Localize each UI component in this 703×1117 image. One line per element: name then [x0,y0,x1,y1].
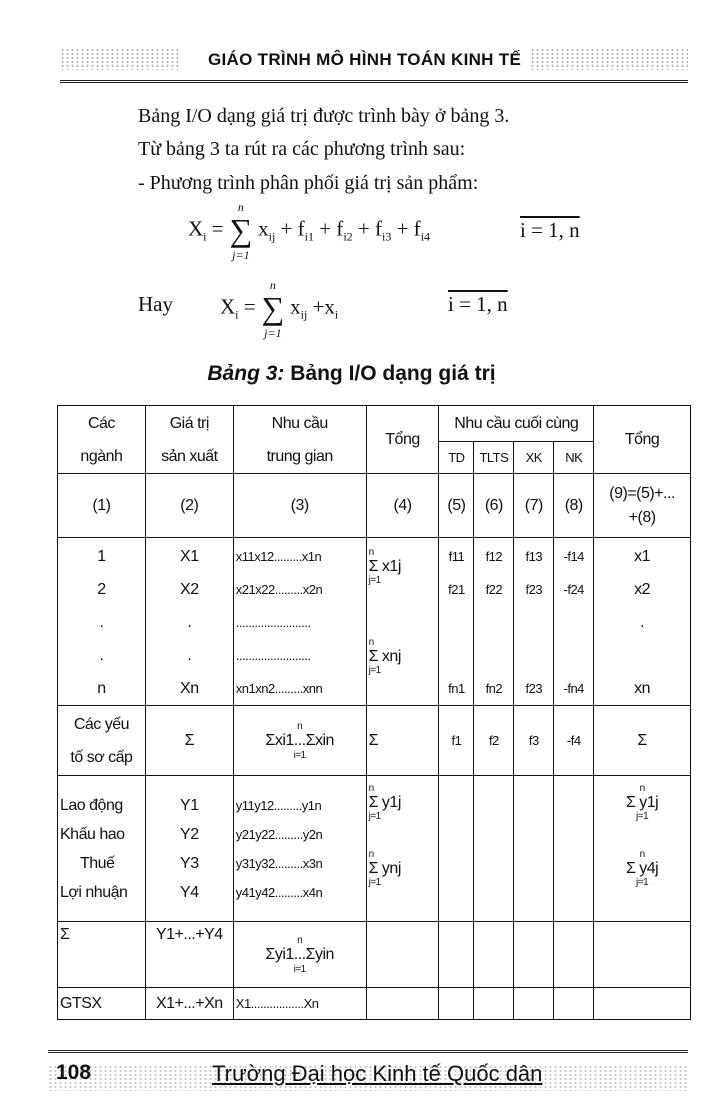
num-5: (5) [439,474,474,538]
header-total: Tổng [366,406,439,474]
sum-empty-6 [474,922,514,988]
num-6: (6) [474,474,514,538]
header-speckle-left [60,48,180,70]
footer-university: Trường Đại học Kinh tế Quốc dân [212,1061,543,1086]
sum-empty-7 [514,922,554,988]
formula2-range: i = 1, n [448,292,508,316]
factor-labels: Lao động Khấu hao Thuế Lợi nhuận [58,776,146,922]
paragraph-3: - Phương trình phân phối giá trị sản phẩm: [138,172,479,194]
header-sector: Các ngành [58,406,146,474]
paragraph-1: Bảng I/O dạng giá trị được trình bày ở bảng 3. [138,105,510,127]
gtsx-output: X1+...+Xn [145,988,233,1020]
page-header [60,40,688,83]
primary-label: Các yếu tố sơ cấp [58,706,146,776]
num-7: (7) [514,474,554,538]
header-output-value: Giá trị sản xuất [145,406,233,474]
gtsx-empty-9 [594,988,691,1020]
formula1-range: i = 1, n [520,218,580,242]
num-8: (8) [554,474,594,538]
sectors-output: X1 X2 . . Xn [145,538,233,706]
page-number: 108 [56,1061,92,1084]
num-3: (3) [233,474,366,538]
sectors-td: f11 f21 fn1 [439,538,474,706]
table-title [0,362,703,386]
sectors-total: n Σ x1j j=1 n Σ xnj j=1 [366,538,439,706]
formula-distribution-short: $X_i$ = n ∑ j=1 $x_{ij} +x_i$ [220,278,339,340]
primary-f1: f1 [439,706,474,776]
primary-f3: f3 [514,706,554,776]
header-total-final: Tổng [594,406,691,474]
header-tlts: TLTS [474,442,514,474]
factor-xk [514,776,554,922]
io-value-table [57,405,691,1020]
num-2: (2) [145,474,233,538]
num-9: (9)=(5)+... +(8) [594,474,691,538]
sum-intermediate: n Σyi1...Σyin i=1 [233,922,366,988]
gtsx-label: GTSX [58,988,146,1020]
factor-tlts [474,776,514,922]
formula-distribution: $X_i$ = n ∑ j=1 $x_{ij} + f_{i1} + f_{i2} + f_{i3} + f_{i4}$ [188,200,431,262]
page-footer [48,1050,688,1093]
sum-empty-9 [594,922,691,988]
sectors-xk: f13 f23 f23 [514,538,554,706]
primary-final-total: Σ [594,706,691,776]
factor-intermediate: y11y12.........y1n y21y22.........y2n y31y32.........x3n y41y42.........x4n [233,776,366,922]
header-final-demand: Nhu cầu cuối cùng [439,406,594,442]
primary-intermediate: n Σxi1...Σxin i=1 [233,706,366,776]
gtsx-empty-4 [366,988,439,1020]
sum-empty-5 [439,922,474,988]
sum-empty-4 [366,922,439,988]
gtsx-empty-8 [554,988,594,1020]
header-nk: NK [554,442,594,474]
primary-f2: f2 [474,706,514,776]
header-title: GIÁO TRÌNH MÔ HÌNH TOÁN KINH TẾ [208,50,522,69]
gtsx-intermediate: X1.................Xn [233,988,366,1020]
formula2-lead: Hay [138,292,173,316]
header-td: TD [439,442,474,474]
table-label: Bảng 3: [207,362,285,385]
sum-output: Y1+...+Y4 [145,922,233,988]
factor-final-total: n Σ y1j j=1 n Σ y4j j=1 [594,776,691,922]
factor-total: n Σ y1j j=1 n Σ ynj j=1 [366,776,439,922]
sectors-final-total: x1 x2 . xn [594,538,691,706]
factor-td [439,776,474,922]
paragraph-2: Từ bảng 3 ta rút ra các phương trình sau: [138,138,466,160]
header-speckle-right [530,48,688,70]
table-caption: Bảng I/O dạng giá trị [290,362,496,385]
primary-output: Σ [145,706,233,776]
sum-empty-8 [554,922,594,988]
primary-total: Σ [366,706,439,776]
sum-symbol: n ∑ j=1 [261,278,285,340]
header-xk: XK [514,442,554,474]
sectors-nk: -f14 -f24 -fn4 [554,538,594,706]
primary-f4: -f4 [554,706,594,776]
sectors-index: 1 2 . . n [58,538,146,706]
sectors-intermediate: x11x12.........x1n x21x22.........x2n ........................ ........................ xn1xn2.........xnn [233,538,366,706]
formula1-lhs: X [188,216,204,241]
gtsx-empty-6 [474,988,514,1020]
sum-symbol: n ∑ j=1 [229,200,253,262]
header-intermediate-demand: Nhu cầu trung gian [233,406,366,474]
num-1: (1) [58,474,146,538]
sectors-tlts: f12 f22 fn2 [474,538,514,706]
gtsx-empty-7 [514,988,554,1020]
num-4: (4) [366,474,439,538]
factor-nk [554,776,594,922]
factor-output: Y1 Y2 Y3 Y4 [145,776,233,922]
gtsx-empty-5 [439,988,474,1020]
sum-label: Σ [58,922,146,988]
